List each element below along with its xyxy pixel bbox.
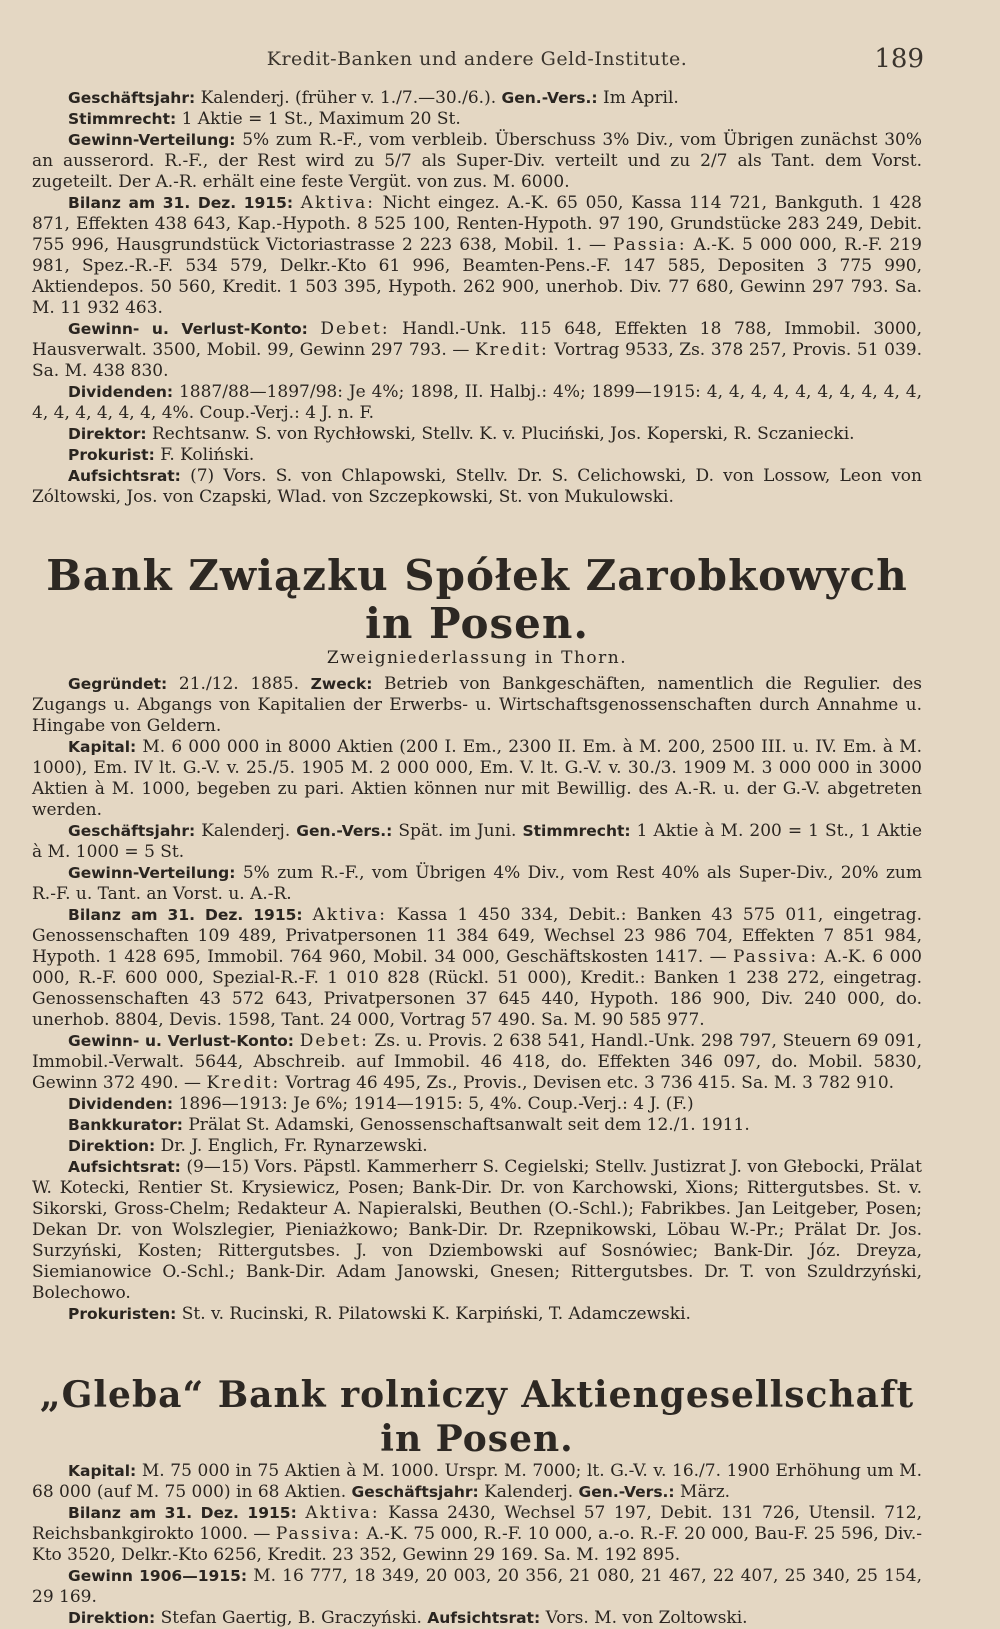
entry-label: Bilanz am 31. Dez. 1915: (68, 194, 294, 212)
entry-text: 1 Aktie à M. 200 = 1 St., 1 Aktie à M. 1000 = 5 St. (32, 821, 923, 862)
entry-line (32, 424, 922, 445)
entry-label: Gen.-Vers.: (501, 89, 598, 107)
entry-line (32, 1608, 922, 1629)
running-title: Kredit-Banken und andere Geld-Institute. (266, 48, 688, 70)
entry-label: Gewinn- u. Verlust-Konto: (68, 1032, 295, 1050)
entry-label: Gewinn 1906—1915: (68, 1567, 248, 1585)
entry-text: Dr. J. Englich, Fr. Rynarzewski. (155, 1136, 428, 1156)
entry-line (32, 445, 922, 466)
entry-label: Kapital: (68, 738, 137, 756)
entry-label: Dividenden: (68, 383, 174, 401)
entry-subheading: Kredit: (474, 340, 549, 360)
entry-text: Kalenderj. (195, 821, 297, 841)
entry-label: Stimmrecht: (68, 110, 177, 128)
entry-label: Geschäftsjahr: (351, 1483, 479, 1501)
entry-label: Gewinn-Verteilung: (68, 864, 236, 882)
bank-title: „Gleba“ Bank rolniczy Aktiengesellschaft in Posen. (39, 1374, 915, 1460)
entry-text: 21./12. 1885. (167, 674, 311, 694)
entry-text: (7) Vors. S. von Chlapowski, Stellv. Dr. S. Celichowski, D. von Lossow, Leon von Zóltowski, Jos. von Czapski, Wlad. von Szczepkowski, St. von Mukulowski. (32, 466, 922, 507)
entry-label: Gewinn- u. Verlust-Konto: (68, 320, 308, 338)
entry-subheading: Aktiva: (305, 1503, 380, 1523)
entry-label: Direktion: (68, 1609, 156, 1627)
entry-line (32, 863, 922, 905)
entry-text: St. v. Rucinski, R. Pilatowski K. Karpiński, T. Adamczewski. (176, 1304, 691, 1324)
entry-label: Aufsichtsrat: (427, 1609, 541, 1627)
entry-label: Dividenden: (68, 1095, 174, 1113)
entry-text: A.-K. 5 000 000, R.-F. 219 981, Spez.-R.-F. 534 579, Delkr.-Kto 61 996, Beamten-Pens.-F. 147 585, Depositen 3 775 990, Aktiendepos. 50 560, Kredit. 1 503 395, Hypoth. 262 900, unerhob. Div. 77 680, Gewinn 297 793. Sa. M. 11 932 463. (32, 235, 922, 318)
entry-line (32, 88, 922, 109)
entry-text: Vortrag 9533, Zs. 378 257, Provis. 51 039. Sa. M. 438 830. (32, 340, 922, 381)
entry-line (32, 1115, 922, 1136)
entry-line (32, 1157, 922, 1304)
entry-line (32, 382, 922, 424)
entry-subheading: Debet: (320, 319, 390, 339)
section-bank-zwiazku (32, 674, 922, 1325)
entry-text: A.-K. 6 000 000, R.-F. 600 000, Spezial-R.-F. 1 010 828 (Rückl. 51 000), Kredit.: Banken 1 238 272, eingetrag. Genossenschaften 43 572 643, Privatpersonen 37 645 440, Hypoth. 186 900, Div. 240 000, do. unerhob. 8804, Devis. 1598, Tant. 24 000, Vortrag 57 490. Sa. M. 90 585 977. (32, 947, 922, 1030)
entry-label: Gen.-Vers.: (578, 1483, 675, 1501)
entry-subheading: Aktiva: (300, 193, 376, 213)
entry-line (32, 821, 922, 863)
entry-line (32, 193, 922, 319)
entry-label: Gen.-Vers.: (296, 822, 393, 840)
entry-label: Prokurist: (68, 446, 155, 464)
entry-text: 5% zum R.-F., vom Übrigen 4% Div., vom Rest 40% als Super-Div., 20% zum R.-F. u. Tant. an Vorst. u. A.-R. (32, 863, 922, 904)
entry-label: Gegründet: (68, 675, 168, 693)
entry-text: Kalenderj. (478, 1482, 579, 1502)
entry-text: F. Koliński. (154, 445, 255, 465)
entry-line (32, 905, 922, 1031)
entry-text: M. 75 000 in 75 Aktien à M. 1000. Urspr. M. 7000; lt. G.-V. v. 16./7. 1900 Erhöhung um M. 68 000 (auf M. 75 000) in 68 Aktien. (32, 1461, 922, 1502)
entry-label: Geschäftsjahr: (68, 89, 196, 107)
entry-text: Kalenderj. (früher v. 1./7.—30./6.). (195, 88, 502, 108)
entry-label: Kapital: (68, 1462, 137, 1480)
entry-line (32, 737, 922, 821)
entry-text: Nicht eingez. A.-K. 65 050, Kassa 114 721, Bankguth. 1 428 871, Effekten 438 643, Kap.-Hypoth. 8 525 100, Renten-Hypoth. 97 190, Grundstücke 283 249, Debit. 755 996, Hausgrundstück Victoriastrasse 2 223 638, Mobil. 1. — (32, 193, 923, 255)
entry-label: Direktor: (68, 425, 147, 443)
entry-subheading: Passia: (612, 235, 687, 255)
entry-text: M. 6 000 000 in 8000 Aktien (200 I. Em., 2300 II. Em. à M. 200, 2500 III. u. IV. Em. à M. 1000), Em. IV lt. G.-V. v. 25./5. 1905 M. 2 000 000, Em. V. lt. G.-V. v. 30./3. 1909 M. 3 000 000 in 3000 Aktien à M. 1000, begeben zu pari. Aktien können nur mit Bewillig. des A.-R. u. der G.-V. abgetreten werden. (32, 737, 922, 820)
entry-line (32, 130, 922, 193)
entry-text: 1 Aktie = 1 St., Maximum 20 St. (176, 109, 461, 129)
entry-label: Zweck: (310, 675, 373, 693)
branch-subtitle: Zweigniederlassung in Thorn. (326, 648, 628, 668)
entry-text: Kassa 1 450 334, Debit.: Banken 43 575 011, eingetrag. Genossenschaften 109 489, Privatpersonen 11 384 649, Wechsel 23 986 704, Effekten 7 851 984, Hypoth. 1 428 695, Immobil. 764 960, Mobil. 34 000, Geschäftskosten 1417. — (32, 905, 922, 967)
entry-label: Aufsichtsrat: (68, 467, 181, 485)
entry-text: 1896—1913: Je 6%; 1914—1915: 5, 4%. Coup.-Verj.: 4 J. (F.) (173, 1094, 694, 1114)
entry-label: Bilanz am 31. Dez. 1915: (68, 1504, 297, 1522)
entry-line (32, 1566, 922, 1608)
entry-text: Vors. M. von Zoltowski. (540, 1608, 748, 1628)
entry-label: Geschäftsjahr: (68, 822, 196, 840)
entry-label: Prokuristen: (68, 1305, 177, 1323)
entry-subheading: Passiva: (275, 1524, 361, 1544)
entry-label: Direktion: (68, 1137, 156, 1155)
entry-text: A.-K. 75 000, R.-F. 10 000, a.-o. R.-F. 20 000, Bau-F. 25 596, Div.-Kto 3520, Delkr.-Kto 6256, Kredit. 23 352, Gewinn 29 169. Sa. M. 192 895. (32, 1524, 923, 1565)
entry-text: 1887/88—1897/98: Je 4%; 1898, II. Halbj.: 4%; 1899—1915: 4, 4, 4, 4, 4, 4, 4, 4, 4, 4, 4, 4, 4, 4, 4, 4, 4%. Coup.-Verj.: 4 J. n. F. (32, 382, 922, 423)
entry-subheading: Passiva: (732, 947, 819, 967)
entry-line (32, 1136, 922, 1157)
entry-subheading: Aktiva: (312, 905, 387, 925)
entry-line (32, 466, 922, 508)
entry-text: Prälat St. Adamski, Genossenschaftsanwalt seit dem 12./1. 1911. (182, 1115, 750, 1135)
entry-text: (9—15) Vors. Päpstl. Kammerherr S. Cegielski; Stellv. Justizrat J. von Głebocki, Prälat W. Kotecki, Rentier St. Krysiewicz, Posen; Bank-Dir. Dr. von Karchowski, Xions; Rittergutsbes. St. v. Sikorski, Gross-Chelm; Redakteur A. Napieralski, Beuthen (O.-Schl.); Fabrikbes. Jan Leitgeber, Posen; Dekan Dr. von Wolszlegier, Pieniażkowo; Bank-Dir. Dr. Rzepnikowski, Löbau W.-Pr.; Prälat Dr. Jos. Surzyński, Kosten; Rittergutsbes. J. von Dziembowski auf Sosnówiec; Bank-Dir. Józ. Dreyza, Siemianowice O.-Schl.; Bank-Dir. Adam Janowski, Gnesen; Rittergutsbes. Dr. T. von Szuldrzyński, Bolechowo. (32, 1157, 922, 1303)
entry-line (32, 1503, 922, 1566)
entry-text: Vortrag 46 495, Zs., Provis., Devisen etc. 3 736 415. Sa. M. 3 782 910. (280, 1073, 895, 1093)
entry-label: Bilanz am 31. Dez. 1915: (68, 906, 303, 924)
entry-text: 5% zum R.-F., vom verbleib. Überschuss 3% Div., vom Übrigen zunächst 30% an ausserord. R.-F., der Rest wird zu 5/7 als Super-Div. verteilt und zu 2/7 als Tant. dem Vorst. zugeteilt. Der A.-R. erhält eine feste Vergüt. von zus. M. 6000. (32, 130, 922, 192)
entry-text: Handl.-Unk. 115 648, Effekten 18 788, Immobil. 3000, Hausverwalt. 3500, Mobil. 99, Gewinn 297 793. — (32, 319, 923, 360)
entry-subheading: Kredit: (206, 1073, 281, 1093)
entry-line (32, 1461, 922, 1503)
entry-label: Aufsichtsrat: (68, 1158, 181, 1176)
entry-label: Stimmrecht: (522, 822, 631, 840)
entry-line (32, 1094, 922, 1115)
section-previous-bank (32, 88, 922, 508)
entry-line (32, 674, 922, 737)
entry-text: Rechtsanw. S. von Rychłowski, Stellv. K. v. Pluciński, Jos. Koperski, R. Sczaniecki. (146, 424, 855, 444)
entry-label: Bankkurator: (68, 1116, 183, 1134)
entry-line (32, 1031, 922, 1094)
entry-text: Spät. im Juni. (392, 821, 523, 841)
entry-line (32, 1304, 922, 1325)
entry-text: Stefan Gaertig, B. Graczyński. (155, 1608, 428, 1628)
entry-text: Betrieb von Bankgeschäften, namentlich die Regulier. des Zugangs u. Abgangs von Kapitalien der Erwerbs- u. Wirtschaftsgenossenschaften durch Annahme u. Hingabe von Geldern. (32, 674, 922, 736)
page-number: 189 (874, 44, 924, 74)
entry-subheading: Debet: (299, 1031, 369, 1051)
bank-title: Bank Związku Spółek Zarobkowych in Posen. (46, 551, 908, 648)
entry-label: Gewinn-Verteilung: (68, 131, 236, 149)
entry-text: März. (674, 1482, 731, 1502)
running-header (32, 44, 924, 88)
entry-text: M. 16 777, 18 349, 20 003, 20 356, 21 080, 21 467, 22 407, 25 340, 25 154, 29 169. (32, 1566, 922, 1607)
entry-text: Zs. u. Provis. 2 638 541, Handl.-Unk. 298 797, Steuern 69 091, Immobil.-Verwalt. 5644, Abschreib. auf Immobil. 46 418, do. Effekten 346 097, do. Mobil. 5830, Gewinn 372 490. — (32, 1031, 923, 1093)
entry-line (32, 319, 922, 382)
entry-text: Kassa 2430, Wechsel 57 197, Debit. 131 726, Utensil. 712, Reichsbankgirokto 1000. — (32, 1503, 923, 1544)
entry-line (32, 109, 922, 130)
section-gleba-bank (32, 1461, 922, 1629)
entry-text: Im April. (597, 88, 679, 108)
